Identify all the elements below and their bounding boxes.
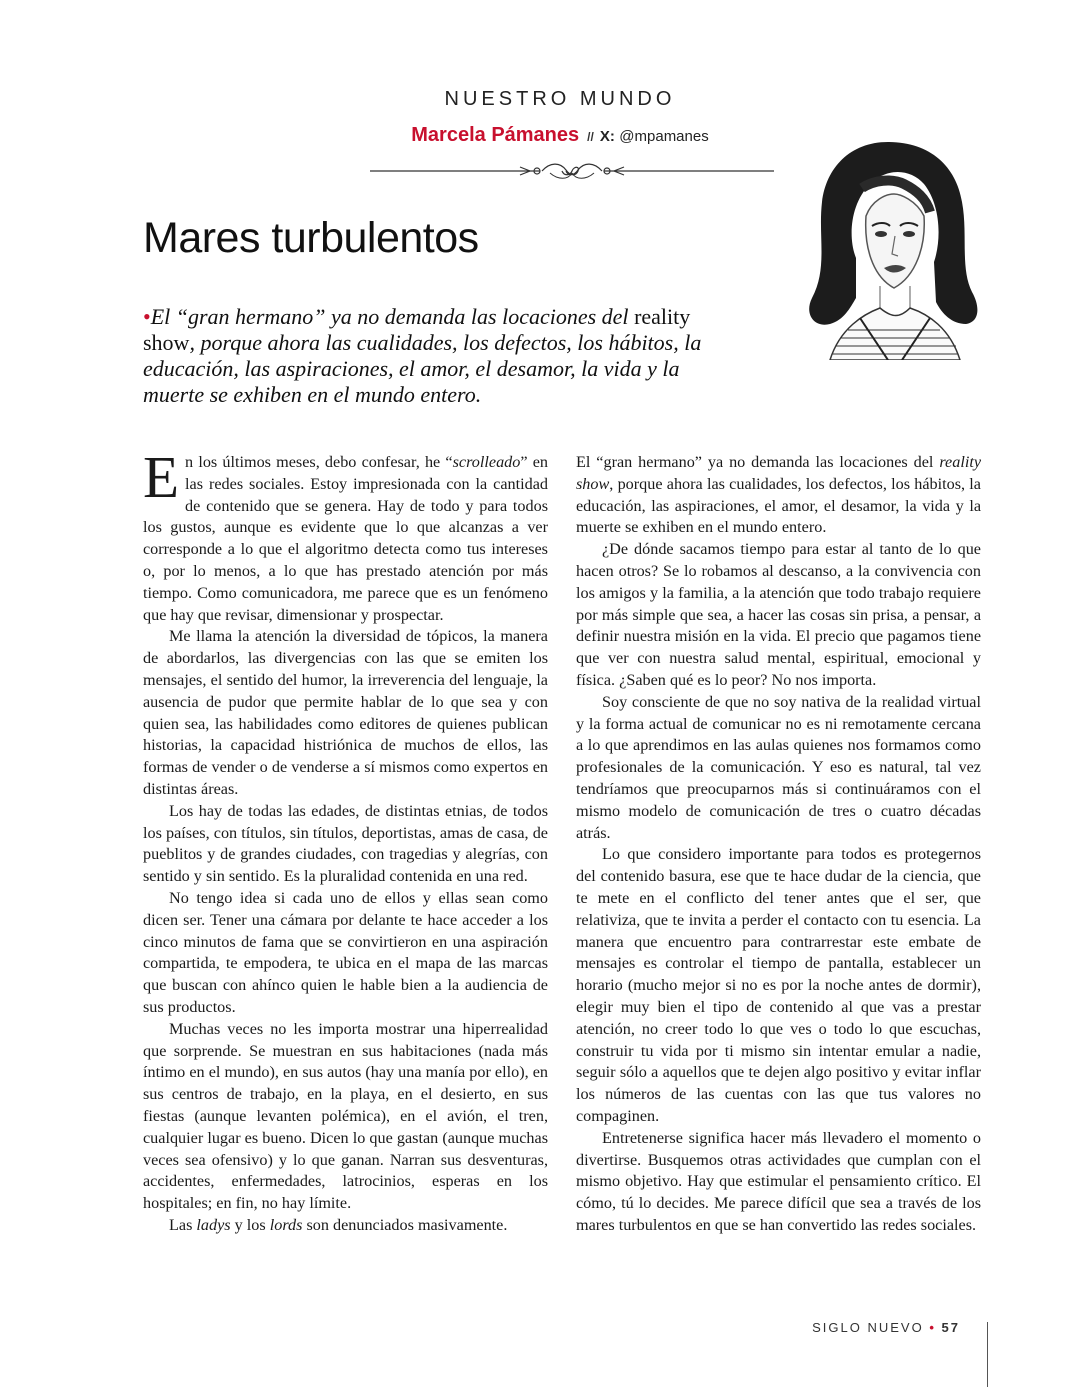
paragraph-text: son denunciados masivamente.	[302, 1215, 508, 1234]
x-label: X:	[599, 128, 615, 145]
paragraph-text: y los	[230, 1215, 270, 1234]
paragraph: Los hay de todas las edades, de distintas etnias, de todos los países, con títulos, sin títulos, deportistas, amas de casa, de pueblitos y de grandes ciudades, con tragedias y alegrías, con sentido y sin sentido. Es la pluralidad contenida en una red.	[143, 801, 548, 886]
italic-text: reality show	[576, 453, 981, 493]
author-portrait-illustration	[800, 138, 982, 360]
paragraph-text: ” en las redes sociales. Estoy impresionada con la cantidad de contenido que se genera. Hay de todo y para todos los gustos, aunque es evidente que lo que alcanzas a ver corresponde a lo que el algoritmo detecta como tus intereses o, por lo menos, a lo que has prestado atención por más tiempo. Como comunicadora, me parece que es un fenómeno que hay que revisar, dimensionar y prospectar.	[143, 453, 549, 624]
paragraph: Lo que considero importante para todos es protegernos del contenido basura, ese que te hace dudar de la ciencia, que te mete en el conflicto del tener antes que el ser, que relativiza, que te invita a perder el contacto con tu esencia. La manera que encuentro para contrarrestar este embate de mensajes es controlar el tiempo de pantalla, establecer un horario (mucho mejor si no es por la noche antes de dormir), elegir muy bien el tipo de contenido al que vas a prestar atención, no creer todo lo que ves o todo lo que escuchas, construir tu vida por ti mismo sin intentar emular a nadie, seguir sólo a aquellos que te dejen algo positivo y evitar inflar los números de las cuentas con las que tus valores no compaginen.	[576, 845, 981, 1125]
paragraph	[143, 1215, 548, 1237]
byline-separator: //	[587, 130, 594, 144]
drop-cap: E	[143, 444, 180, 510]
lead-text: El “gran hermano” ya no demanda las locaciones del	[150, 304, 635, 329]
lead-paragraph	[143, 304, 743, 408]
social-handle[interactable]: @mpamanes	[619, 128, 709, 145]
page-number: 57	[941, 1320, 960, 1335]
paragraph	[143, 444, 549, 626]
article-column-right	[576, 452, 981, 1237]
page-footer	[790, 1320, 960, 1335]
paragraph: Soy consciente de que no soy nativa de la realidad virtual y la forma actual de comunicar no es ni remotamente cercana a lo que aprendimos en las aulas quienes nos formamos como profesionales de la comunicación. Y eso es natural, tal vez tendríamos que preocuparnos más si continuáramos con el mismo modelo de comunicación de tres o cuatro décadas atrás.	[576, 692, 981, 842]
italic-text: ladys	[196, 1215, 231, 1234]
magazine-name: SIGLO NUEVO	[812, 1320, 924, 1335]
paragraph-text: , porque ahora las cualidades, los defectos, los hábitos, la educación, las aspiraciones, el amor, el desamor, la vida y la muerte se exhiben en el mundo entero.	[576, 474, 981, 537]
lead-text-continued: , porque ahora las cualidades, los defectos, los hábitos, la educación, las aspiraciones, el amor, el desamor, la vida y la muerte se exhiben en el mundo entero.	[143, 330, 702, 407]
author-name: Marcela Pámanes	[411, 124, 580, 146]
paragraph-text: n los últimos meses, debo confesar, he “	[185, 453, 453, 471]
headline: Mares turbulentos	[143, 214, 479, 262]
byline	[370, 124, 750, 147]
paragraph: Muchas veces no les importa mostrar una hiperrealidad que sorprende. Se muestran en sus habitaciones (nada más íntimo en el mundo), en sus autos (hay una manía por ello), en sus centros de trabajo, en la playa, en el desierto, en sus fiestas (aunque levanten polémica), en el avión, el tren, cualquier lugar es bueno. Dicen lo que gastan (aunque muchas veces sea ofensivo) y lo que ganan. Narran sus desventuras, accidentes, enfermedades, latrocinios, esperas en los hospitales; en fin, no hay límite.	[143, 1019, 548, 1213]
footer-rule	[987, 1322, 988, 1387]
lead-bullet: •	[143, 304, 151, 329]
paragraph: Me llama la atención la diversidad de tópicos, la manera de abordarlos, las divergencias con las que se emiten los mensajes, el sentido del humor, la irreverencia del lenguaje, la ausencia de pudor que permite hablar de lo que sea y con quien sea, las habilidades como editores de quienes publican historias, la capacidad histriónica de muchos de ellos, las formas de vender o de venderse a sí mismos como expertos en distintas áreas.	[143, 627, 548, 798]
paragraph-text: Las	[169, 1215, 197, 1234]
paragraph: ¿De dónde sacamos tiempo para estar al tanto de lo que hacen otros? Se lo robamos al descanso, a la convivencia con los amigos y la familia, a la atención que todo trabajo requiere por más simple que sea, a hacer las cosas sin prisa, a pensar, a definir nuestra misión en la vida. El precio que pagamos tiene que ver con nuestra salud mental, espiritual, emocional y física. ¿Saben qué es lo peor? No nos importa.	[576, 540, 981, 689]
paragraph: Entretenerse significa hacer más llevadero el momento o divertirse. Busquemos otras actividades que cumplan con el mismo objetivo. Hay que estimular el pensamiento crítico. El cómo, tú lo decides. Me parece difícil que sea a través de los mares turbulentos en que se han convertido las redes sociales.	[576, 1128, 981, 1234]
article-column-left	[143, 444, 549, 1237]
paragraph	[576, 452, 981, 539]
footer-dot: •	[929, 1320, 936, 1335]
italic-text: scrolleado	[452, 453, 521, 471]
italic-text: lords	[269, 1215, 303, 1234]
ornament-divider-icon	[370, 160, 774, 182]
paragraph: No tengo idea si cada uno de ellos y ellas sean como dicen ser. Tener una cámara por delante te hace acceder a los cinco minutos de fama que se convirtieron en una aspiración compartida, te empodera, te ubica en el mapa de las marcas que buscan con ahínco quien le hable bien a la audiencia de sus productos.	[143, 888, 548, 1016]
lead-roman-text: reality show	[143, 304, 691, 355]
paragraph-text: El “gran hermano” ya no demanda las locaciones del	[576, 453, 940, 471]
section-title: NUESTRO MUNDO	[444, 88, 676, 110]
